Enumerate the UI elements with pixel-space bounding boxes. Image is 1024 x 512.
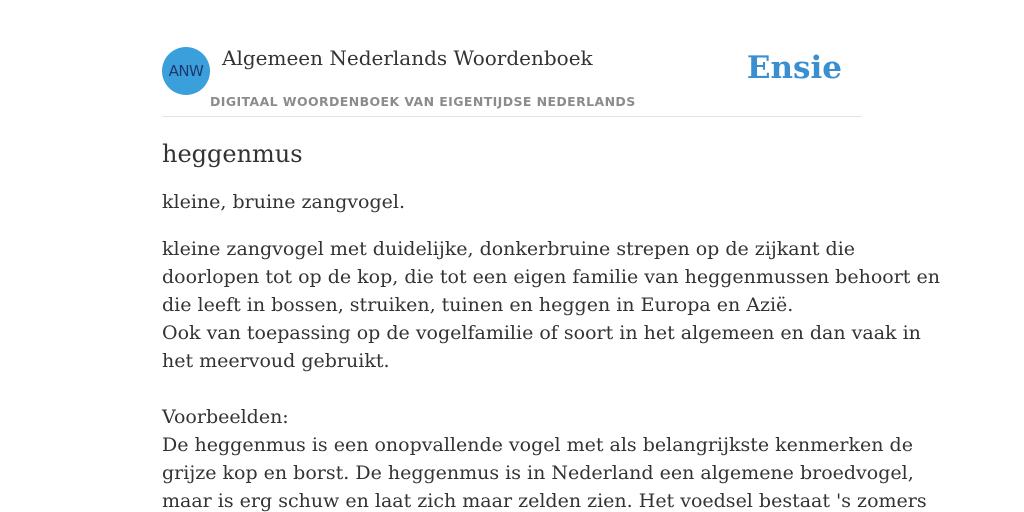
site-subtitle: DIGITAAL WOORDENBOEK VAN EIGENTIJDSE NEDERLANDS [210, 94, 636, 109]
definition-line: die leeft in bossen, struiken, tuinen en heggen in Europa en Azië. [162, 294, 794, 316]
usage-line: Ook van toepassing op de vogelfamilie of soort in het algemeen en dan vaak in [162, 322, 921, 344]
definition-body [162, 235, 940, 512]
definition-line: doorlopen tot op de kop, die tot een eigen familie van heggenmussen behoort en [162, 266, 940, 288]
example-line: maar is erg schuw en laat zich maar zelden zien. Het voedsel bestaat 's zomers [162, 490, 927, 512]
paragraph-gap [162, 375, 862, 403]
site-header [162, 44, 862, 117]
site-title[interactable]: Algemeen Nederlands Woordenboek [222, 46, 593, 70]
examples-label: Voorbeelden: [162, 406, 289, 428]
example-line: grijze kop en borst. De heggenmus is in Nederland een algemene broedvogel, [162, 462, 914, 484]
anw-logo[interactable] [162, 47, 210, 95]
ensie-brand-logo[interactable]: Ensie [746, 50, 842, 86]
short-definition: kleine, bruine zangvogel. [162, 191, 405, 213]
logo-text: ANW [168, 62, 204, 80]
entry-content [162, 138, 940, 512]
example-line: De heggenmus is een onopvallende vogel met als belangrijkste kenmerken de [162, 434, 913, 456]
page-title: heggenmus [162, 140, 303, 168]
usage-line: het meervoud gebruikt. [162, 350, 390, 372]
definition-line: kleine zangvogel met duidelijke, donkerbruine strepen op de zijkant die [162, 238, 856, 260]
